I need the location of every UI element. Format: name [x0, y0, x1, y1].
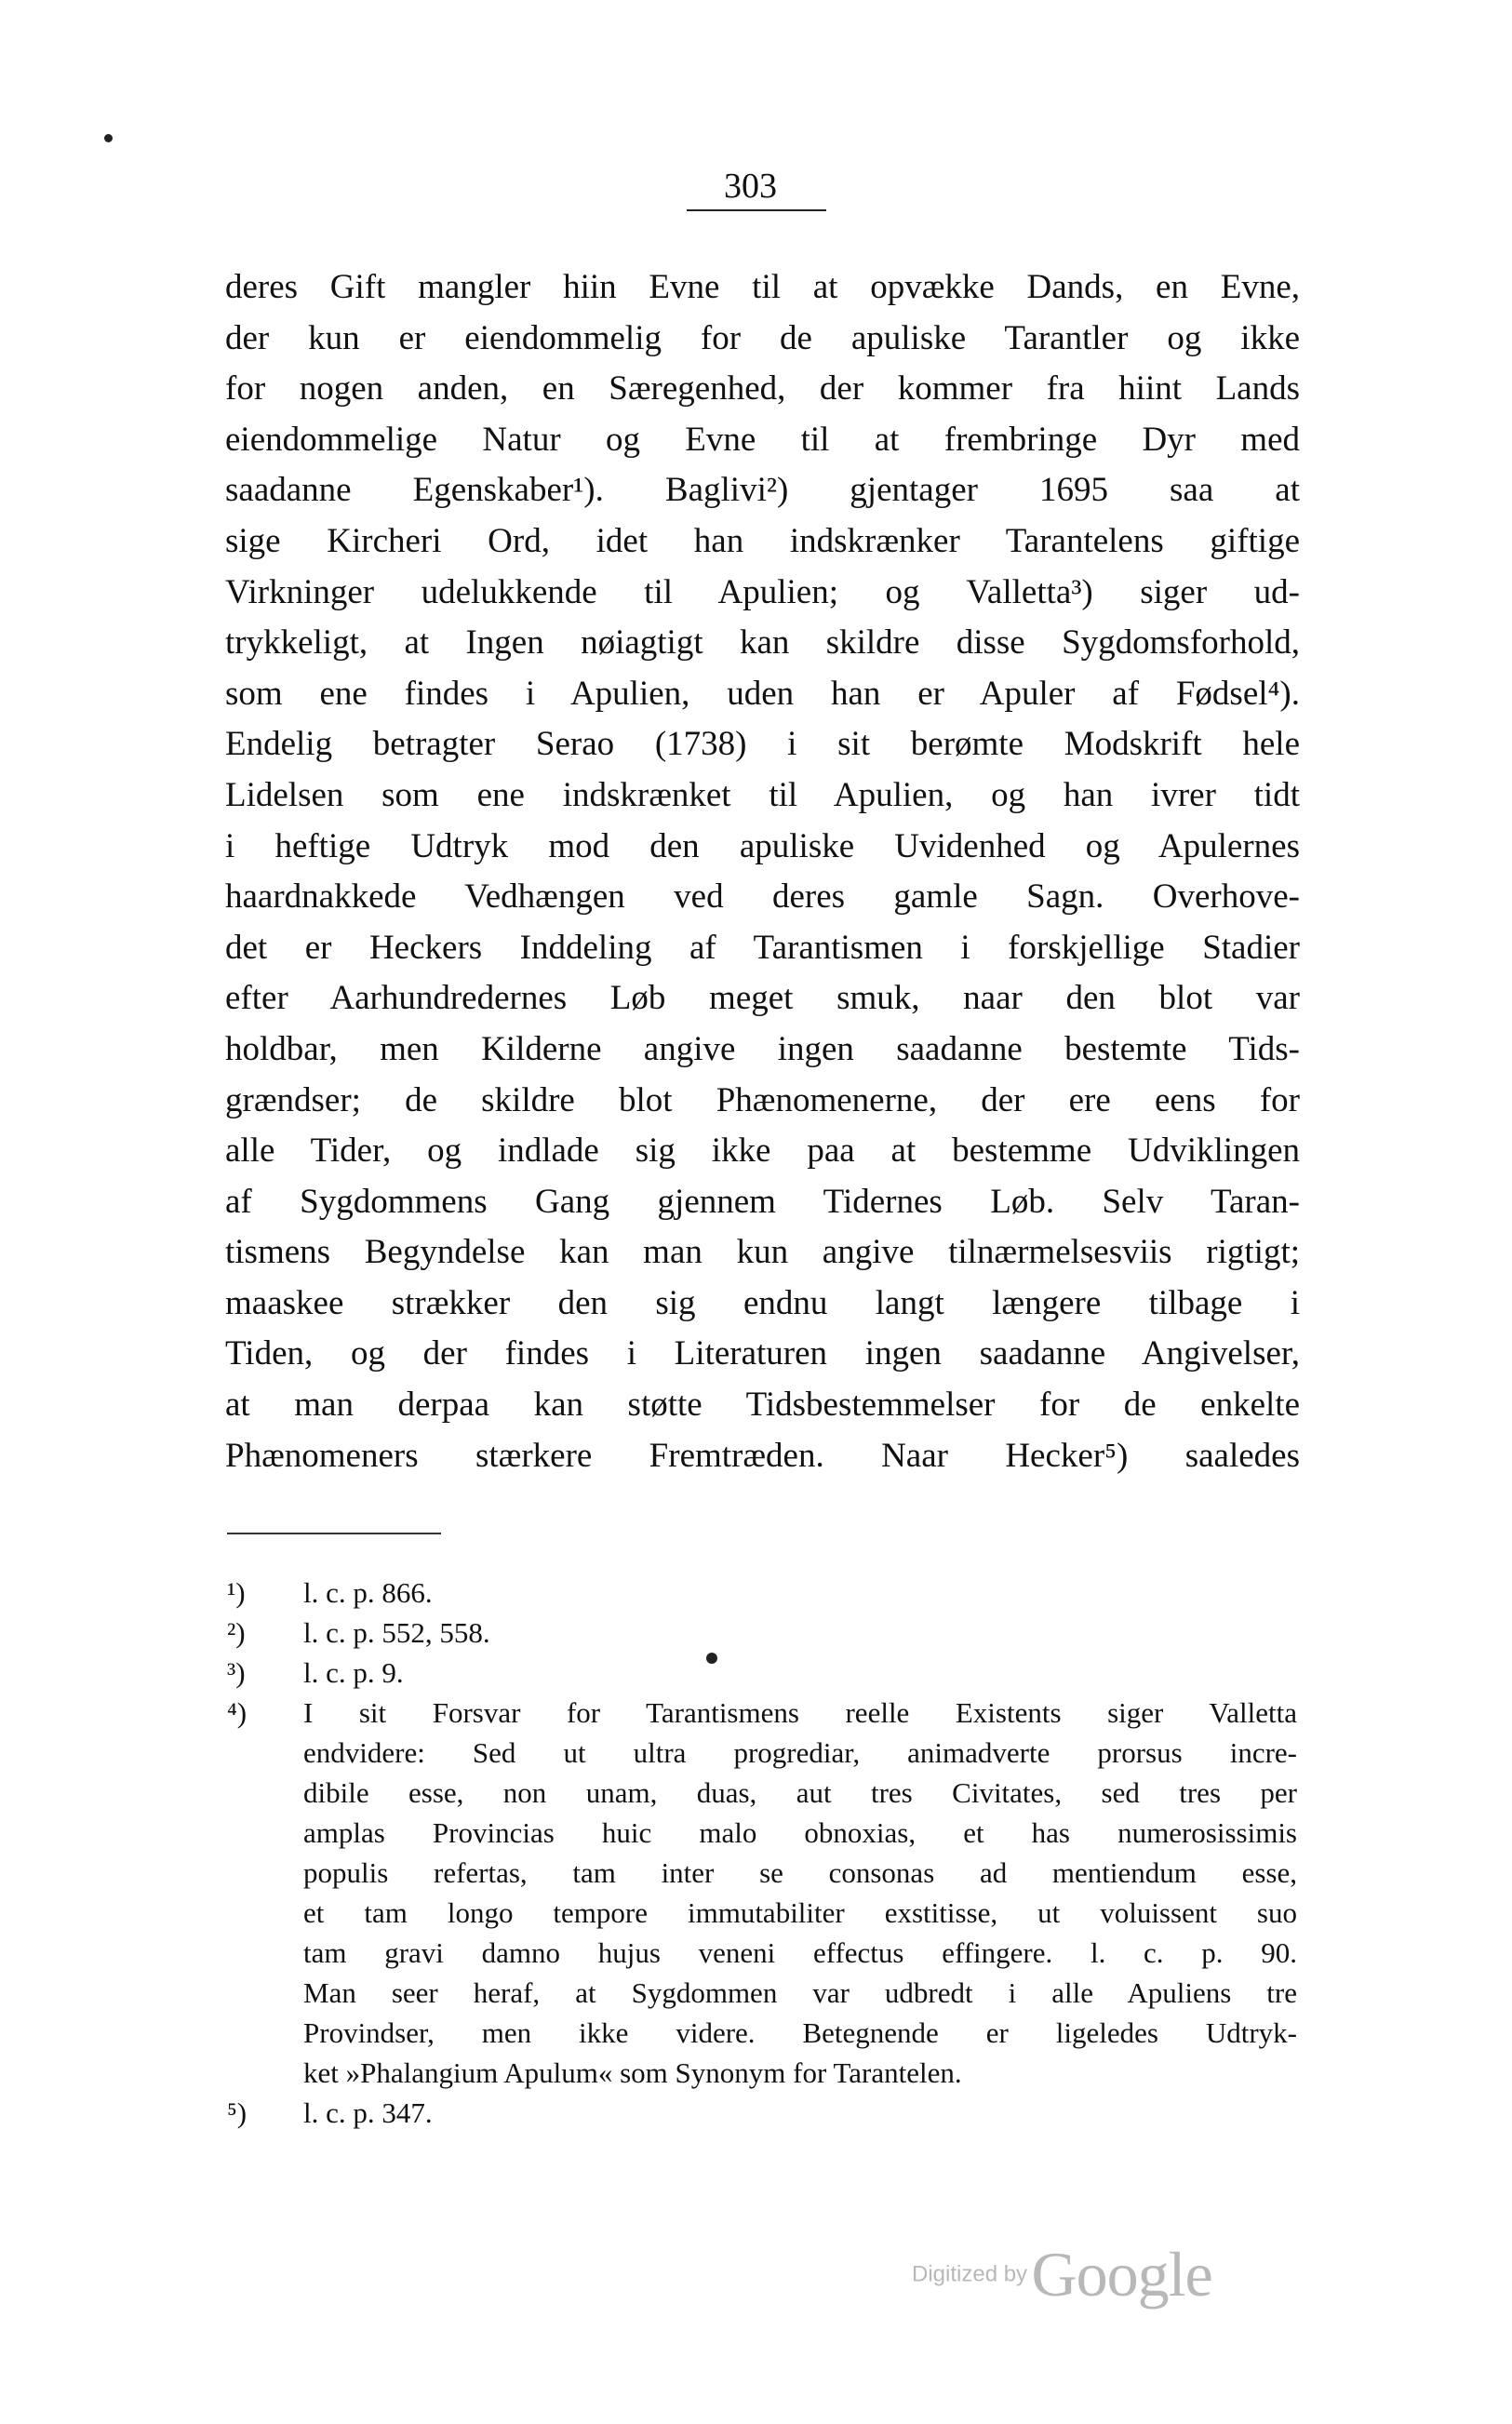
digitized-by-google-watermark [912, 2238, 1212, 2311]
footnote-marker: ¹) [227, 1576, 246, 1609]
footnote-text: tam gravi damno hujus veneni effectus effingere. l. c. p. 90. [303, 1936, 1297, 1969]
footnote-text: ket »Phalangium Apulum« som Synonym for Tarantelen. [303, 2056, 962, 2089]
text-line: alle Tider, og indlade sig ikke paa at bestemme Udviklingen [225, 1132, 1300, 1171]
text-line: deres Gift mangler hiin Evne til at opvække Dands, en Evne, [225, 268, 1300, 306]
text-line: for nogen anden, en Særegenhed, der kommer fra hiint Lands [225, 369, 1300, 408]
footnote-marker: ³) [227, 1656, 246, 1689]
footnote-text: l. c. p. 347. [303, 2096, 433, 2129]
footnote-text: l. c. p. 552, 558. [303, 1616, 490, 1649]
text-line: holdbar, men Kilderne angive ingen saadanne bestemte Tids- [225, 1029, 1300, 1068]
text-line: maaskee strækker den sig endnu langt længere tilbage i [225, 1283, 1300, 1322]
footnote-marker: ⁵) [227, 2096, 248, 2129]
text-line: det er Heckers Inddeling af Tarantismen i forskjellige Stadier [225, 928, 1300, 967]
body-text [225, 262, 1300, 1481]
watermark-prefix: Digitized by [912, 2261, 1028, 2287]
footnote-text: populis refertas, tam inter se consonas ad mentiendum esse, [303, 1856, 1297, 1889]
footnote-text: Man seer heraf, at Sygdommen var udbredt i alle Apuliens tre [303, 1976, 1297, 2009]
ink-speck [104, 134, 113, 142]
text-line: tismens Begyndelse kan man kun angive tilnærmelsesviis rigtigt; [225, 1233, 1300, 1272]
text-line: eiendommelige Natur og Evne til at frembringe Dyr med [225, 420, 1300, 459]
footnote-text: endvidere: Sed ut ultra progrediar, animadverte prorsus incre- [303, 1736, 1297, 1769]
footnote-marker: ²) [227, 1616, 246, 1649]
text-line: efter Aarhundredernes Løb meget smuk, naar den blot var [225, 979, 1300, 1018]
text-line: trykkeligt, at Ingen nøiagtigt kan skildre disse Sygdomsforhold, [225, 623, 1300, 663]
text-line: saadanne Egenskaber¹). Baglivi²) gjentager 1695 saa at [225, 471, 1300, 510]
text-line: sige Kircheri Ord, idet han indskrænker Tarantelens giftige [225, 521, 1300, 560]
text-line: Lidelsen som ene indskrænket til Apulien, og han ivrer tidt [225, 775, 1300, 814]
google-logo: Google [1031, 2239, 1212, 2310]
text-line: Endelig betragter Serao (1738) i sit berømte Modskrift hele [225, 725, 1300, 764]
footnote-2 [227, 1613, 1297, 1653]
text-line: Tiden, og der findes i Literaturen ingen saadanne Angivelser, [225, 1334, 1300, 1373]
footnotes [227, 1573, 1297, 2133]
ink-speck [706, 1653, 717, 1664]
footnote-marker: ⁴) [227, 1696, 248, 1729]
footnote-separator [227, 1533, 441, 1534]
text-line: der kun er eiendommelig for de apuliske Tarantler og ikke [225, 318, 1300, 357]
text-line: af Sygdommens Gang gjennem Tidernes Løb. Selv Taran- [225, 1182, 1300, 1221]
footnote-text: amplas Provincias huic malo obnoxias, et has numerosissimis [303, 1816, 1297, 1849]
text-line: i heftige Udtryk mod den apuliske Uvidenhed og Apulernes [225, 826, 1300, 865]
footnote-5 [227, 2093, 1297, 2133]
page-number-underline [687, 209, 826, 211]
page-number: 303 [724, 167, 777, 206]
text-line: Phænomeners stærkere Fremtræden. Naar Hecker⁵) saaledes [225, 1436, 1300, 1475]
footnote-1 [227, 1573, 1297, 1613]
footnote-text: l. c. p. 9. [303, 1656, 404, 1689]
text-line: at man derpaa kan støtte Tidsbestemmelser for de enkelte [225, 1386, 1300, 1425]
footnote-4 [227, 1693, 1297, 2093]
text-line: grændser; de skildre blot Phænomenerne, der ere eens for [225, 1080, 1300, 1119]
text-line: haardnakkede Vedhængen ved deres gamle Sagn. Overhove- [225, 877, 1300, 917]
footnote-text: I sit Forsvar for Tarantismens reelle Existents siger Valletta [303, 1696, 1297, 1729]
footnote-text: dibile esse, non unam, duas, aut tres Civitates, sed tres per [303, 1776, 1297, 1809]
text-line: som ene findes i Apulien, uden han er Apuler af Fødsel⁴). [225, 674, 1300, 713]
footnote-3 [227, 1653, 1297, 1693]
footnote-text: l. c. p. 866. [303, 1576, 433, 1609]
text-line: Virkninger udelukkende til Apulien; og Valletta³) siger ud- [225, 572, 1300, 611]
footnote-text: Provindser, men ikke videre. Betegnende er ligeledes Udtryk- [303, 2016, 1297, 2049]
footnote-text: et tam longo tempore immutabiliter exstitisse, ut voluissent suo [303, 1896, 1297, 1929]
